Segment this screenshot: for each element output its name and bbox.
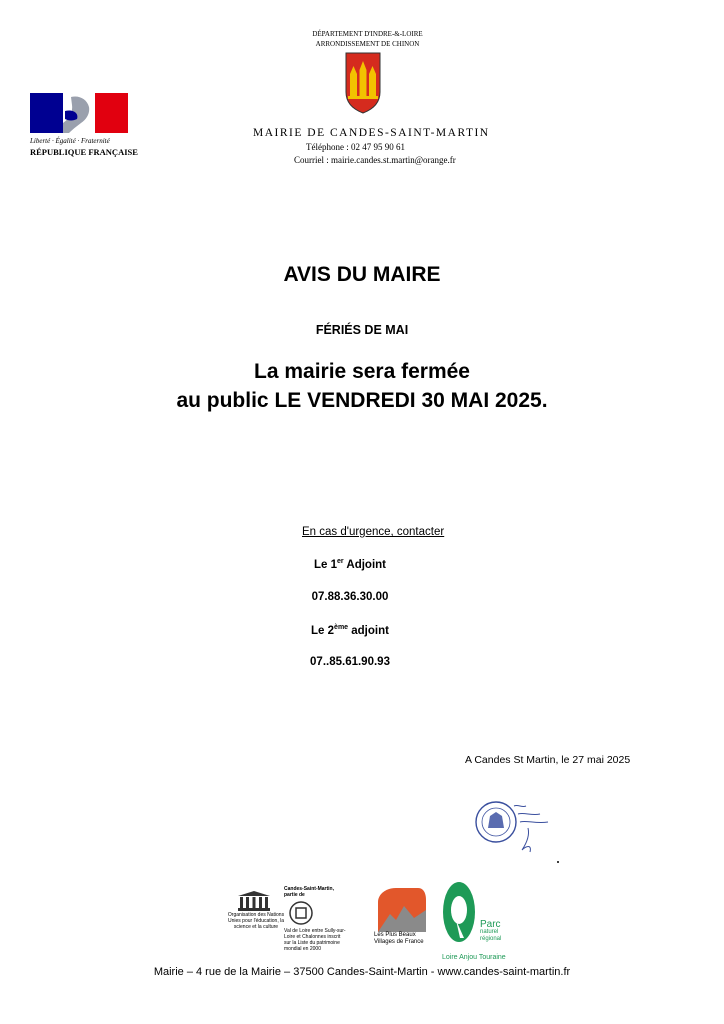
val-de-loire-text: Val de Loire entre Sully-sur-Loire et Chalonnes inscrit sur la Liste du patrimoine mondial en 2000 xyxy=(284,928,346,952)
mairie-telephone: Téléphone : 02 47 95 90 61 xyxy=(306,142,405,152)
marianne-profile-icon xyxy=(63,93,96,133)
logo-motto: Liberté · Égalité · Fraternité xyxy=(30,137,110,145)
first-deputy-label: Le 1er Adjoint xyxy=(313,558,386,571)
candes-crest-icon xyxy=(345,52,381,114)
arrondissement-name: ARRONDISSEMENT DE CHINON xyxy=(315,40,420,48)
logo-republic: RÉPUBLIQUE FRANÇAISE xyxy=(30,147,138,157)
urgence-label: En cas d'urgence, contacter xyxy=(302,526,445,538)
plus-beaux-villages-icon xyxy=(374,886,428,932)
parc-name-text: Loire Anjou Touraine xyxy=(442,954,506,961)
unesco-temple-icon xyxy=(236,890,272,912)
department-name: DÉPARTEMENT D'INDRE-&-LOIRE xyxy=(312,30,423,38)
notice-line-2: au public LE VENDREDI 30 MAI 2025. xyxy=(176,389,548,412)
dateline: A Candes St Martin, le 27 mai 2025 xyxy=(465,754,631,766)
notice-title: AVIS DU MAIRE xyxy=(283,263,441,286)
republique-francaise-logo xyxy=(30,93,138,157)
plus-beaux-villages-text: Les Plus Beaux Villages de France xyxy=(374,932,424,945)
footer-address: Mairie – 4 rue de la Mairie – 37500 Candes-Saint-Martin - www.candes-saint-martin.fr xyxy=(153,966,571,978)
notice-line-1: La mairie sera fermée xyxy=(254,360,470,383)
mairie-name: MAIRIE DE CANDES-SAINT-MARTIN xyxy=(253,127,490,139)
world-heritage-icon xyxy=(288,900,314,926)
plus-beaux-villages-logo xyxy=(374,886,438,946)
second-deputy-phone: 07..85.61.90.93 xyxy=(310,656,390,668)
marianne-flag xyxy=(30,93,128,133)
unesco-logo xyxy=(226,890,286,930)
notice-subtitle: FÉRIÉS DE MAI xyxy=(315,323,409,337)
notice-announcement xyxy=(0,357,724,415)
second-deputy-label: Le 2ème adjoint xyxy=(311,624,389,637)
world-heritage-logo xyxy=(284,886,346,952)
candes-part-text: Candes-Saint-Martin, partie de xyxy=(284,886,335,898)
unesco-text: Organisation des Nations Unies pour l'éducation, la science et la culture xyxy=(227,912,285,930)
parc-text: Parc naturel régional xyxy=(480,919,502,942)
mairie-email: Courriel : mairie.candes.st.martin@orange.fr xyxy=(294,155,456,165)
parc-naturel-icon xyxy=(442,880,478,954)
first-deputy-phone: 07.88.36.30.00 xyxy=(311,591,389,603)
mayor-stamp-signature xyxy=(474,800,574,866)
